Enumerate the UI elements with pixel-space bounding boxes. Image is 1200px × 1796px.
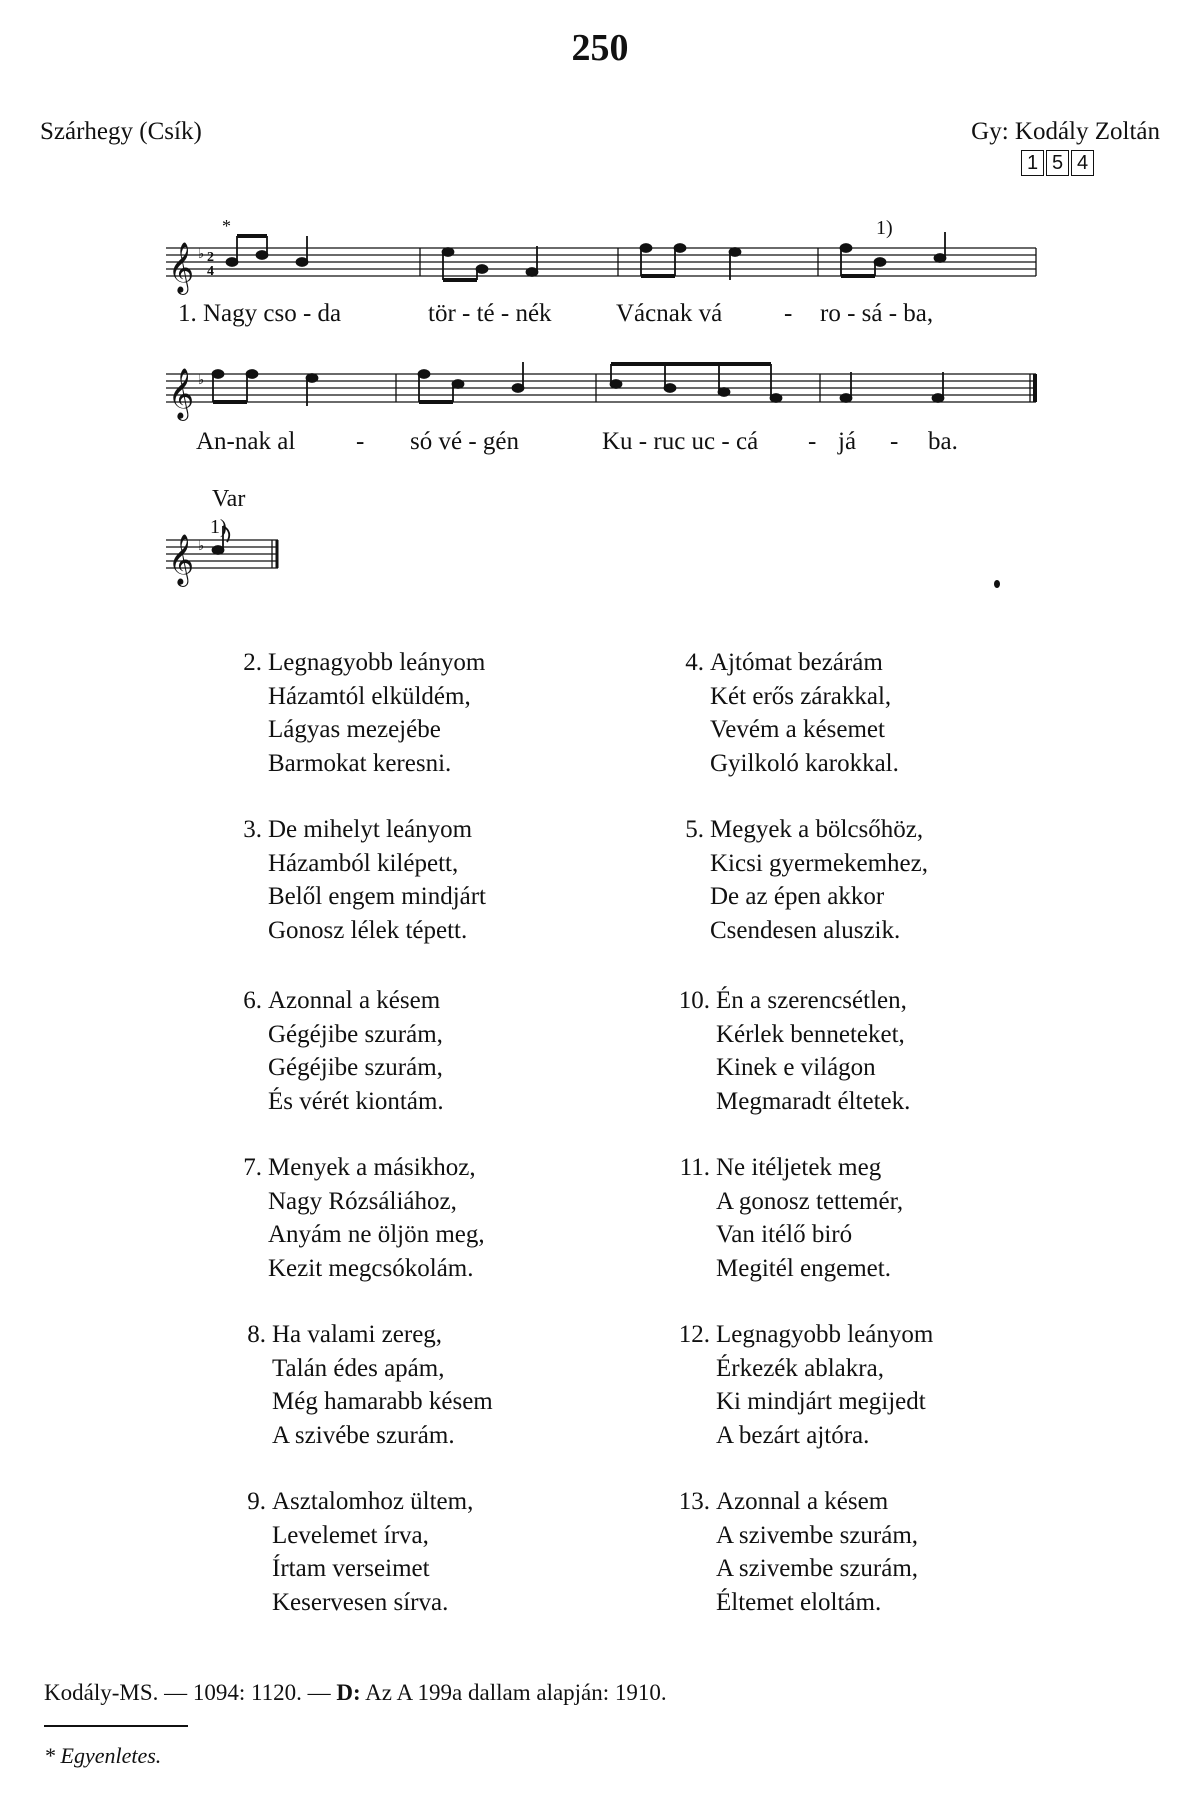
source-label: D:	[336, 1680, 361, 1705]
stanza-line: Megmaradt éltetek.	[716, 1087, 911, 1115]
page-number: 250	[571, 27, 629, 69]
stanza-line: Barmokat keresni.	[268, 749, 452, 777]
stanza-line: Házamtól elküldém,	[268, 682, 471, 710]
stanza-line: Belől engem mindjárt	[268, 883, 487, 910]
svg-text:♭: ♭	[198, 246, 205, 261]
source-text: Az A 199a dallam alapján: 1910.	[365, 1680, 667, 1705]
stanza-line: A bezárt ajtóra.	[716, 1421, 870, 1449]
svg-text:𝄞: 𝄞	[168, 368, 195, 419]
lyric-line-2-segment: -	[890, 428, 899, 455]
stanza-number: 9.	[247, 1488, 266, 1515]
stanza-number: 8.	[247, 1321, 266, 1348]
music-staff-line-2	[0, 336, 1200, 436]
marker-star: *	[222, 216, 231, 236]
stanza-number: 5.	[685, 816, 704, 843]
stanza-line: Még hamarabb késem	[272, 1388, 493, 1415]
stanza-number: 7.	[243, 1154, 262, 1181]
stanza-line: Azonnal a késem	[716, 1488, 889, 1515]
stanza-line: Anyám ne öljön meg,	[268, 1221, 485, 1248]
stanza-line: Érkezék ablakra,	[716, 1354, 884, 1382]
stanza-line: Én a szerencsétlen,	[716, 987, 907, 1014]
source-text: Kodály-MS. — 1094: 1120. —	[44, 1680, 331, 1705]
source-reference	[44, 1680, 667, 1706]
music-staff-line-1	[0, 210, 1200, 310]
song-location: Szárhegy (Csík)	[40, 118, 202, 145]
stanza-line: Menyek a másikhoz,	[268, 1154, 476, 1181]
stanza-line: A gonosz tettemér,	[716, 1187, 904, 1215]
code-box: 1	[1021, 150, 1044, 176]
code-box: 5	[1046, 150, 1069, 176]
lyric-line-1-segment: 1. Nagy cso - da	[178, 300, 342, 327]
lyric-line-1-segment: Vácnak vá	[616, 300, 723, 327]
stanza-number: 10.	[678, 987, 710, 1014]
stanza-line: De az épen akkor	[710, 883, 885, 910]
stanza-number: 13.	[678, 1488, 710, 1515]
stanza-number: 6.	[243, 987, 262, 1014]
svg-text:𝄞: 𝄞	[168, 242, 195, 293]
stanza-line: Ki mindjárt megijedt	[716, 1388, 926, 1415]
lyric-line-1-segment: -	[784, 300, 793, 327]
stanza-line: Ne itéljetek meg	[716, 1154, 882, 1181]
stanza-line: Írtam verseimet	[272, 1555, 430, 1582]
stanza-line: A szivébe szurám.	[272, 1421, 455, 1449]
ink-dot	[994, 580, 1000, 588]
stanza-line: Házamból kilépett,	[268, 849, 459, 877]
svg-text:♭: ♭	[198, 538, 205, 553]
stanza-line: Asztalomhoz ültem,	[272, 1488, 474, 1515]
code-box: 4	[1071, 150, 1094, 176]
stanza-number: 12.	[678, 1321, 710, 1348]
stanza-line: Legnagyobb leányom	[716, 1321, 934, 1348]
stanza-number: 3.	[243, 816, 262, 843]
lyric-line-2-segment: An-nak al	[196, 428, 296, 455]
stanza-line: Kinek e világon	[716, 1054, 876, 1081]
variant-staff	[0, 520, 300, 600]
stanza-line: Kicsi gyermekemhez,	[710, 849, 928, 877]
lyric-line-2-segment: -	[356, 428, 365, 455]
stanza-line: Lágyas mezejébe	[268, 716, 441, 743]
stanza-line: Gyilkoló karokkal.	[710, 749, 899, 777]
stanza-line: Ajtómat bezárám	[710, 649, 883, 676]
stanza-line: Csendesen aluszik.	[710, 916, 901, 944]
stanza-line: Gonosz lélek tépett.	[268, 916, 468, 944]
stanza-line: Kérlek benneteket,	[716, 1020, 905, 1048]
classification-codes	[1021, 150, 1094, 176]
stanza-line: Ha valami zereg,	[272, 1321, 443, 1348]
footnote-divider	[44, 1725, 188, 1727]
stanza-line: Azonnal a késem	[268, 987, 441, 1014]
stanza-line: Vevém a késemet	[710, 716, 885, 743]
lyric-line-2-segment: já	[838, 428, 857, 455]
stanza-line: Levelemet írva,	[272, 1521, 429, 1549]
stanza-line: Két erős zárakkal,	[710, 682, 892, 710]
lyric-line-2-segment: só vé - gén	[410, 428, 519, 455]
stanza-number: 2.	[243, 649, 262, 676]
lyric-line-2-segment: ba.	[928, 428, 958, 455]
stanza-line: A szivembe szurám,	[716, 1555, 919, 1582]
lyric-line-2-segment: Ku - ruc uc - cá	[602, 428, 759, 455]
stanza-line: Legnagyobb leányom	[268, 649, 486, 676]
svg-text:2: 2	[207, 250, 214, 265]
lyric-line-2-segment: -	[808, 428, 817, 455]
variant-label: Var	[212, 486, 246, 512]
stanza-line: Gégéjibe szurám,	[268, 1054, 443, 1081]
svg-text:♭: ♭	[198, 372, 205, 387]
svg-text:𝄞: 𝄞	[168, 534, 195, 585]
stanza-line: Nagy Rózsáliához,	[268, 1187, 457, 1215]
stanza-line: A szivembe szurám,	[716, 1521, 919, 1549]
variant-mark: 1)	[210, 516, 227, 538]
stanza-line: Éltemet eloltám.	[716, 1588, 882, 1616]
svg-text:4: 4	[207, 264, 214, 279]
stanza-line: Megyek a bölcsőhöz,	[710, 816, 924, 843]
marker-1: 1)	[876, 217, 893, 239]
stanza-line: Megitél engemet.	[716, 1254, 891, 1282]
stanza-number: 4.	[685, 649, 704, 676]
stanza-number: 11.	[679, 1154, 710, 1181]
collector-credit: Gy: Kodály Zoltán	[971, 118, 1160, 145]
stanza-line: Talán édes apám,	[272, 1354, 445, 1382]
stanza-line: És vérét kiontám.	[268, 1087, 444, 1115]
stanza-line: Van itélő biró	[716, 1221, 853, 1248]
lyric-line-1-segment: tör - té - nék	[428, 300, 552, 327]
footnote: * Egyenletes.	[44, 1743, 162, 1768]
stanza-line: Kezit megcsókolám.	[268, 1254, 474, 1282]
stanza-line: Gégéjibe szurám,	[268, 1020, 443, 1048]
lyric-line-1-segment: ro - sá - ba,	[820, 300, 934, 327]
stanza-line: Keservesen sírva.	[272, 1588, 449, 1616]
stanza-line: De mihelyt leányom	[268, 816, 473, 843]
